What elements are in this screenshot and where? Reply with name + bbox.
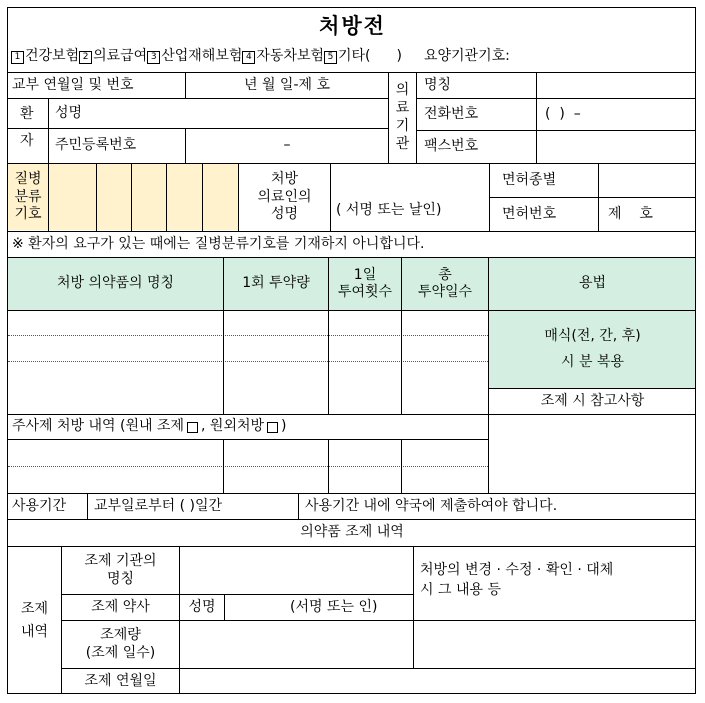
insurance-option-industrial[interactable] [147, 48, 242, 66]
license-no-label: 면허번호 [502, 205, 557, 222]
prescriber-sign[interactable]: ( 서명 또는 날인) [336, 202, 442, 219]
note-text: ※ 환자의 요구가 있는 때에는 질병분류기호를 기재하지 아니합니다. [12, 235, 425, 252]
label-line: 기호 [14, 206, 42, 223]
institution-header-char: 기 [395, 118, 410, 134]
checkbox-number: 4 [242, 51, 255, 64]
insurance-type-row [11, 46, 510, 68]
injection-text: ) [281, 418, 287, 435]
change-note [420, 560, 613, 604]
period-notice: 사용기간 내에 약국에 제출하여야 합니다. [305, 497, 558, 514]
institution-phone-field[interactable]: ( ) – [545, 105, 581, 122]
pharmacist-name-label: 성명 [188, 598, 216, 615]
label-line: (조제 일수) [85, 644, 156, 661]
label-line: 질병 [14, 171, 42, 188]
col-days [402, 258, 488, 310]
patient-id-field[interactable]: – [283, 137, 291, 154]
patient-header-1: 환 [20, 106, 34, 123]
institution-header [389, 73, 416, 163]
label-line: 의료인의 [257, 188, 312, 205]
issue-date-label: 교부 연월일 및 번호 [12, 76, 134, 93]
institution-name-label: 명칭 [424, 76, 452, 93]
patient-header-2: 자 [20, 133, 34, 150]
usage-line: 매식(전, 간, 후) [544, 328, 641, 345]
patient-name-label: 성명 [55, 104, 83, 121]
dispensing-header [8, 547, 61, 694]
usage-instructions[interactable] [489, 311, 696, 388]
label-line: 조제 기관의 [84, 553, 157, 569]
dispensing-section-title: 의약품 조제 내역 [300, 524, 404, 541]
license-no-field[interactable]: 제 호 [608, 205, 653, 222]
insurance-option-other[interactable] [324, 48, 371, 66]
page-title: 처방전 [319, 14, 386, 38]
issue-date-value[interactable]: 년 월 일-제 호 [243, 76, 331, 93]
usage-line: 시 분 복용 [561, 353, 624, 370]
label-line: 처방 [270, 171, 299, 188]
institution-header-char: 료 [395, 100, 410, 117]
institution-header-char: 의 [395, 82, 410, 99]
header-line: 총 [438, 266, 452, 283]
patient-id-label: 주민등록번호 [55, 137, 137, 154]
license-type-label: 면허종별 [502, 171, 557, 188]
label-line: 조제량 [100, 627, 141, 643]
injection-text: , 원외처방 [201, 418, 265, 435]
injection-label [12, 415, 287, 439]
institution-phone-label: 전화번호 [424, 105, 479, 122]
insurance-label: 기타( [338, 48, 371, 65]
checkbox-number: 3 [147, 51, 160, 64]
period-value[interactable]: 교부일로부터 ( )일간 [94, 497, 223, 514]
institution-header-char: 관 [395, 135, 410, 152]
checkbox-number: 1 [11, 51, 24, 64]
insurance-label: 의료급여 [93, 48, 148, 65]
col-usage: 용법 [578, 275, 607, 292]
insurance-label: 산업재해보험 [161, 48, 243, 65]
col-dose: 1회 투약량 [242, 275, 310, 292]
pharmacist-sign[interactable]: (서명 또는 인) [290, 598, 378, 615]
label-line: 분류 [14, 188, 42, 205]
reference-label: 조제 시 참고사항 [540, 392, 645, 409]
in-house-checkbox[interactable] [187, 422, 198, 433]
institution-code-label: 요양기관기호: [423, 48, 510, 65]
insurance-label: 건강보험 [25, 48, 80, 65]
insurance-label: 자동차보험 [256, 48, 324, 65]
period-label: 사용기간 [12, 497, 67, 514]
insurance-other-close: ) [396, 48, 402, 65]
disease-code-label [8, 164, 48, 231]
note-line: 시 그 내용 등 [420, 582, 501, 599]
label-line: 명칭 [106, 570, 135, 587]
col-drug-name: 처방 의약품의 명칭 [56, 275, 175, 292]
dispensing-institution-label [62, 547, 179, 594]
insurance-option-auto[interactable] [242, 48, 324, 66]
checkbox-number: 5 [324, 51, 337, 64]
label-line: 성명 [270, 206, 299, 223]
dispensing-amount-label [62, 621, 179, 668]
injection-text: 주사제 처방 내역 (원내 조제 [12, 418, 185, 435]
col-frequency [329, 258, 401, 310]
institution-fax-label: 팩스번호 [424, 138, 479, 155]
header-line: 내역 [20, 623, 49, 640]
header-line: 1일 [353, 266, 377, 283]
prescriber-label [239, 164, 330, 231]
header-line: 조제 [20, 601, 49, 618]
checkbox-number: 2 [79, 51, 92, 64]
header-line: 투여횟수 [337, 284, 393, 300]
external-checkbox[interactable] [267, 422, 278, 433]
note-line: 처방의 변경 · 수정 · 확인 · 대체 [420, 562, 614, 578]
header-line: 투약일수 [417, 284, 473, 300]
insurance-option-health[interactable] [11, 48, 79, 66]
insurance-option-medical-aid[interactable] [79, 48, 147, 66]
dispensing-date-label: 조제 연월일 [84, 672, 157, 689]
pharmacist-label: 조제 약사 [91, 598, 150, 615]
